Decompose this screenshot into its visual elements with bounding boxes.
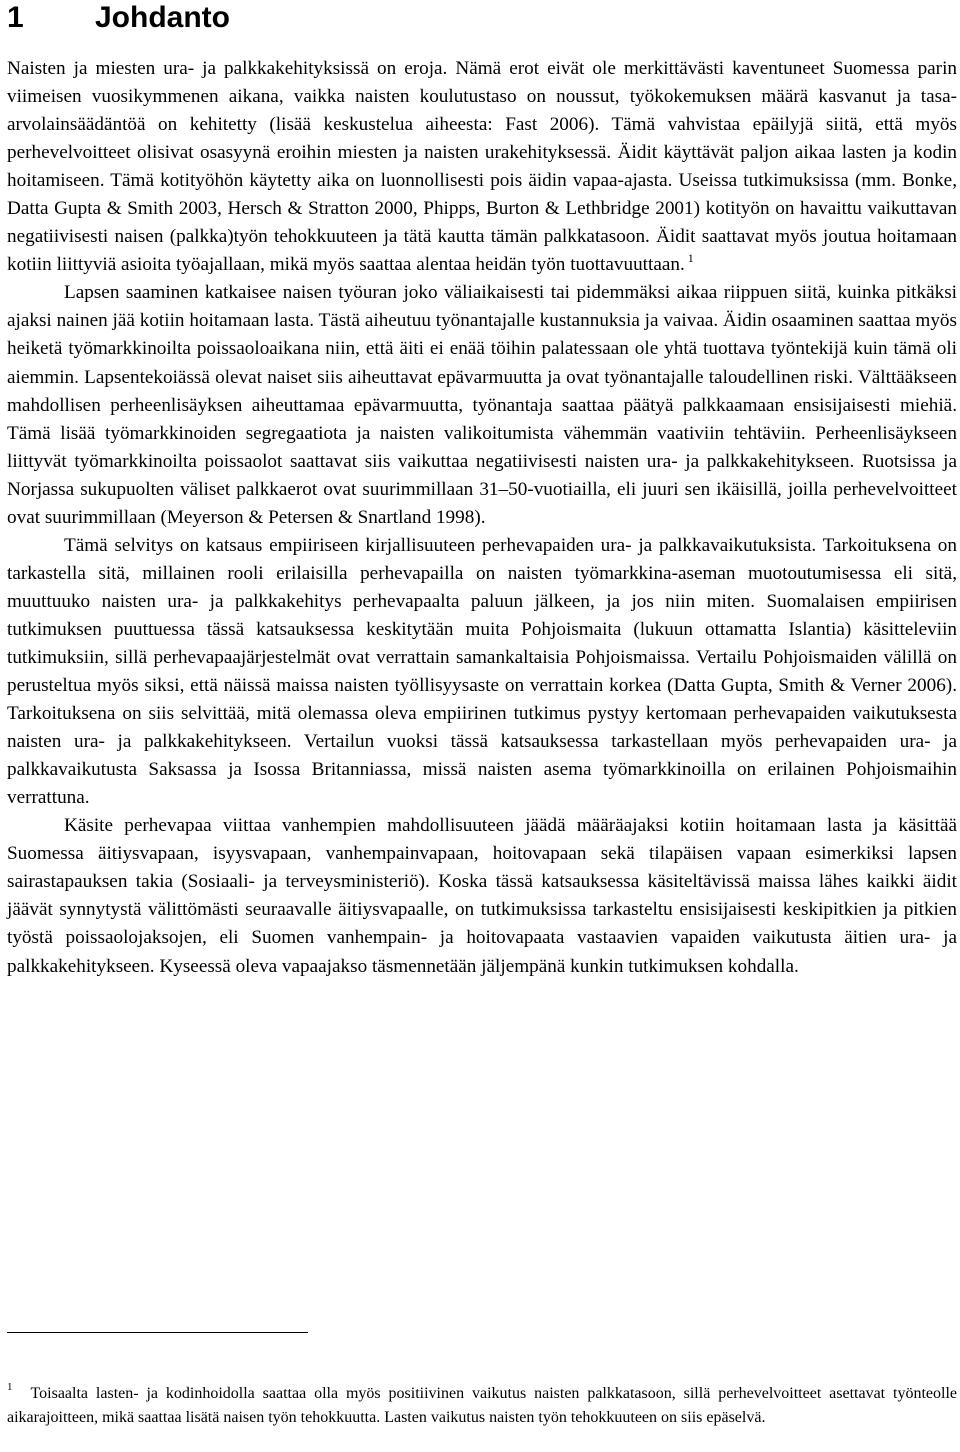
section-title: Johdanto [95, 1, 230, 34]
paragraph: Käsite perhevapaa viittaa vanhempien mahdollisuuteen jäädä määräajaksi kotiin hoitamaan lasta ja käsittää Suomessa äitiysvapaan, isyysvapaan, vanhempainvapaan, hoitovapaan sekä tilapäisen vapaan esimerkiksi lapsen sairastapauksen takia (Sosiaali- ja terveysministeriö). Koska tässä katsauksessa käsiteltävissä maissa lähes kaikki äidit jäävät synnytystä välittömästi seuraavalle äitiysvapaalle, on tutkimuksissa tarkasteltu ensisijaisesti keskipitkien ja pitkien työstä poissaolojaksojen, eli Suomen vanhempain- ja hoitovapaata vastaavien vapaiden vaikutusta äitien ura- ja palkkakehitykseen. Kyseessä oleva vapaajakso täsmennetään jäljempänä kunkin tutkimuksen kohdalla. [7, 815, 957, 977]
footnote [7, 1382, 957, 1430]
paragraph: Lapsen saaminen katkaisee naisen työuran joko väliaikaisesti tai pidemmäksi aikaa riippuen siitä, kuinka pitkäksi ajaksi nainen jää kotiin hoitamaan lasta. Tästä aiheutuu työnantajalle kustannuksia ja vaivaa. Äidin osaaminen saattaa myös heiketä työmarkkinoilta poissaoloaikana niin, että äiti ei enää töihin palatessaan ole yhtä tuottava työntekijä kuin tämä oli aiemmin. Lapsentekoiässä olevat naiset siis aiheuttavat epävarmuutta ja ovat työnantajalle taloudellinen riski. Välttääkseen mahdollisen perheenlisäyksen aiheuttamaa epävarmuutta, työnantaja saattaa päätyä palkkaamaan ensisijaisesti miehiä. Tämä lisää työmarkkinoiden segregaatiota ja naisten valikoitumista vähemmän vaativiin tehtäviin. Perheenlisäykseen liittyvät työmarkkinoilta poissaolot saattavat siis vaikuttaa negatiivisesti naisten ura- ja palkkakehitykseen. Ruotsissa ja Norjassa sukupuolten väliset palkkaerot ovat suurimmillaan 31–50-vuotiailla, eli juuri sen ikäisillä, joilla perhevelvoitteet ovat suurimmillaan (Meyerson & Petersen & Snartland 1998). [7, 282, 957, 528]
footnote-separator [7, 1332, 308, 1333]
paragraph-text: Naisten ja miesten ura- ja palkkakehityksissä on eroja. Nämä erot eivät ole merkittävästi kaventuneet Suomessa parin viimeisen vuosikymmenen aikana, vaikka naisten koulutustaso on noussut, työkokemuksen määrä kasvanut ja tasa-arvolainsäädäntöä on kehitetty (lisää keskustelua aiheesta: Fast 2006). Tämä vahvistaa epäilyjä siitä, että myös perhevelvoitteet olisivat osasyynä eroihin miesten ja naisten urakehityksessä. Äidit käyttävät paljon aikaa lasten ja kodin hoitamiseen. Tämä kotityöhön käytetty aika on luonnollisesti pois äidin vapaa-ajasta. Useissa tutkimuksissa (mm. Bonke, Datta Gupta & Smith 2003, Hersch & Stratton 2000, Phipps, Burton & Lethbridge 2001) kotityön on havaittu vaikuttavan negatiivisesti naisen (palkka)työn tehokkuuteen ja tätä kautta tämän palkkatasoon. Äidit saattavat myös joutua hoitamaan kotiin liittyviä asioita työajallaan, mikä myös saattaa alentaa heidän työn tuottavuuttaan. [7, 58, 957, 276]
section-number: 1 [7, 1, 24, 34]
paragraph: Tämä selvitys on katsaus empiiriseen kirjallisuuteen perhevapaiden ura- ja palkkavaikutuksista. Tarkoituksena on tarkastella sitä, millainen rooli erilaisilla perhevapailla on naisten työmarkkina-aseman muotoutumisessa eli sitä, muuttuuko naisten ura- ja palkkakehitys perhevapaalta paluun jälkeen, ja jos niin miten. Suomalaisen empiirisen tutkimuksen puuttuessa tässä katsauksessa keskitytään muita Pohjoismaita (lukuun ottamatta Islantia) käsitteleviin tutkimuksiin, sillä perhevapaajärjestelmät ovat verrattain samankaltaisia Pohjoismaissa. Vertailu Pohjoismaiden välillä on perusteltua myös siksi, että näissä maissa naisten työllisyysaste on verrattain korkea (Datta Gupta, Smith & Verner 2006). Tarkoituksena on siis selvittää, mitä olemassa oleva empiirinen tutkimus pystyy kertomaan perhevapaiden vaikutuksesta naisten ura- ja palkkakehitykseen. Vertailun vuoksi tässä katsauksessa tarkastellaan myös perhevapaiden ura- ja palkkavaikutusta Saksassa ja Isossa Britanniassa, missä naisten asema työmarkkinoilla on erilainen Pohjoismaihin verrattuna. [7, 534, 957, 809]
body-text [7, 55, 957, 981]
paragraph [7, 55, 957, 279]
footnote-text: Toisaalta lasten- ja kodinhoidolla saattaa olla myös positiivinen vaikutus naisten palkkatasoon, sillä perhevelvoitteet asettavat työnteolle aikarajoitteen, mikä saattaa lisätä naisen työn tehokkuutta. Lasten vaikutus naisten työn tehokkuuteen on siis epäselvä. [7, 1385, 957, 1426]
document-page [7, 0, 957, 1426]
footnote-reference[interactable]: 1 [687, 251, 694, 266]
footnote-mark: 1 [7, 1381, 13, 1393]
section-heading [7, 0, 957, 48]
